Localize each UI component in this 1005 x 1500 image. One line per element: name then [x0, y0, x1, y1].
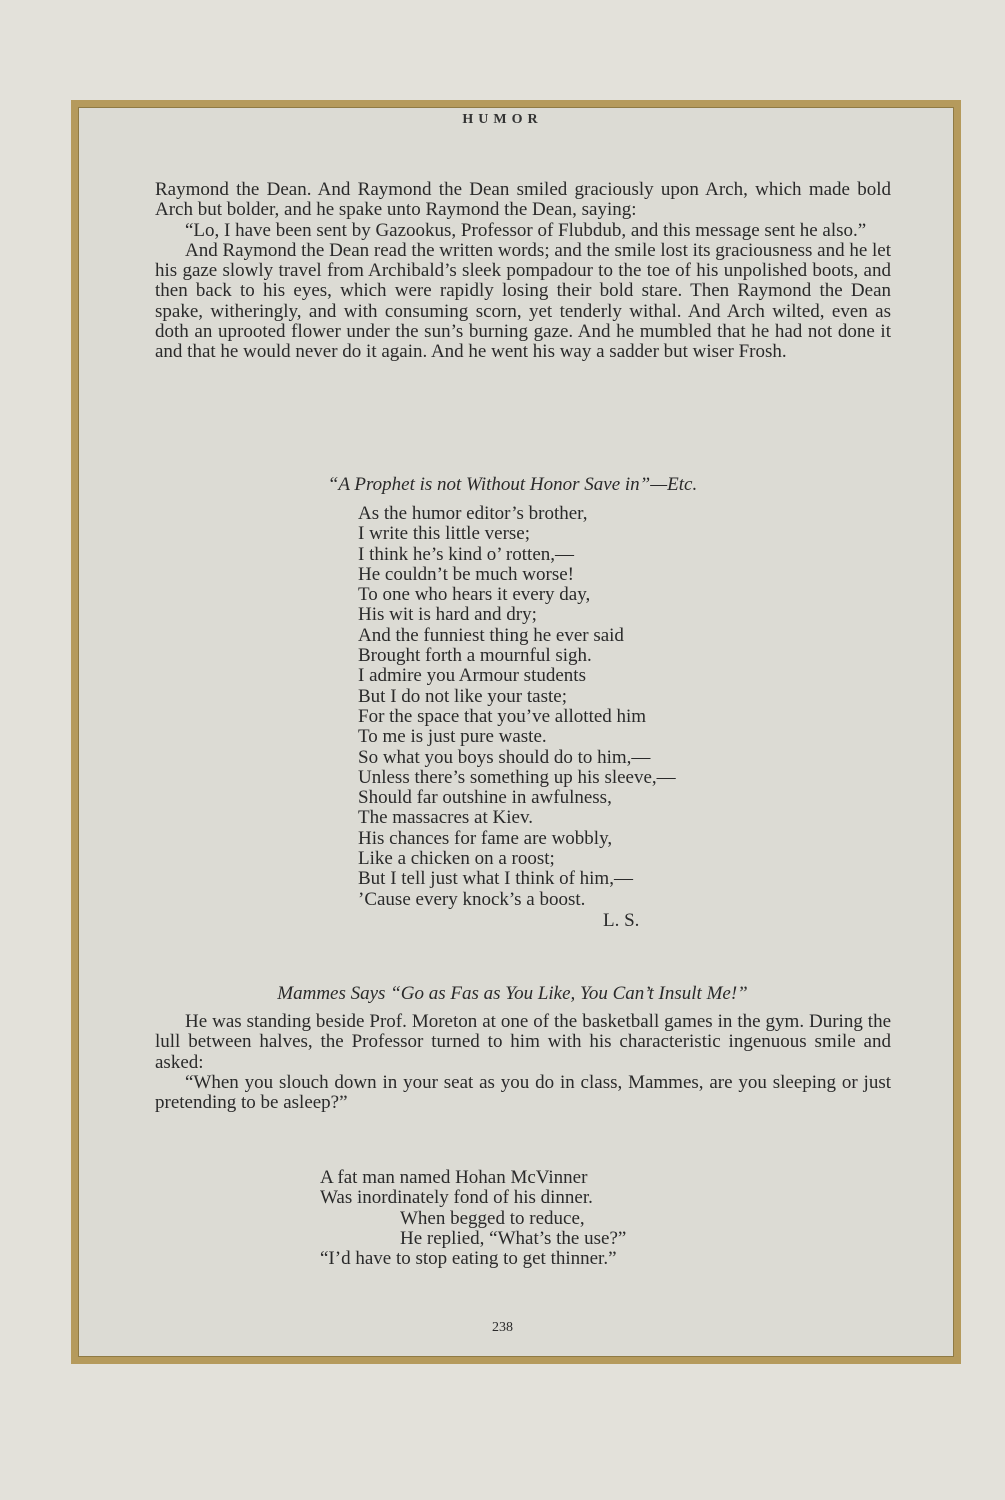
poem-line: ’Cause every knock’s a boost. — [358, 888, 586, 910]
poem-line: His wit is hard and dry; — [358, 604, 537, 626]
limerick-line: “I’d have to stop eating to get thinner.” — [320, 1248, 617, 1270]
poem-title: “A Prophet is not Without Honor Save in”—Etc. — [327, 474, 698, 495]
poem-line: Like a chicken on a roost; — [358, 848, 555, 870]
page-number: 238 — [492, 1320, 513, 1335]
poem-line: So what you boys should do to him,— — [358, 746, 651, 768]
poem-line: His chances for fame are wobbly, — [358, 827, 613, 849]
poem-line: But I tell just what I think of him,— — [358, 868, 633, 890]
poem-line: To one who hears it every day, — [358, 584, 591, 606]
poem-line: To me is just pure waste. — [358, 726, 547, 748]
poem-line: I admire you Armour students — [358, 665, 586, 687]
limerick-line: He replied, “What’s the use?” — [400, 1227, 627, 1249]
page-header: HUMOR — [462, 112, 543, 127]
limerick-line: A fat man named Hohan McVinner — [320, 1167, 588, 1188]
poem-line: And the funniest thing he ever said — [358, 624, 624, 646]
poem-signature: L. S. — [603, 910, 640, 931]
mammes-title: Mammes Says “Go as Fas as You Like, You Can’t Insult Me!” — [277, 983, 748, 1004]
story-paragraph: Raymond the Dean. And Raymond the Dean smiled graciously upon Arch, which made bold Arch but bolder, and he spake unto Raymond the Dean, saying: — [155, 179, 891, 221]
story-ending — [155, 180, 891, 363]
limerick-line: When begged to reduce, — [400, 1207, 585, 1229]
poem-line: Unless there’s something up his sleeve,— — [358, 766, 676, 788]
story-paragraph: And Raymond the Dean read the written words; and the smile lost its graciousness and he let his gaze slowly travel from Archibald’s sleek pompadour to the toe of his unpolished boots, and then back to his eyes, which were rapidly losing their bold stare. Then Raymond the Dean spake, witheringly, and with consuming scorn, yet tenderly withal. And Arch wilted, even as doth an uprooted flower under the sun’s burning gaze. And he mumbled that he had not done it and that he would never do it again. And he went his way a sadder but wiser Frosh. — [155, 239, 892, 363]
mammes-story — [155, 1012, 891, 1113]
poem-line: For the space that you’ve allotted him — [358, 705, 647, 727]
limerick-line: Was inordinately fond of his dinner. — [320, 1187, 593, 1209]
poem-line: But I do not like your taste; — [358, 685, 567, 707]
story-paragraph: “Lo, I have been sent by Gazookus, Professor of Flubdub, and this message sent he also.” — [185, 219, 867, 241]
poem-line: The massacres at Kiev. — [358, 807, 533, 829]
poem-line: I think he’s kind o’ rotten,— — [358, 543, 575, 565]
poem-line: Brought forth a mournful sigh. — [358, 645, 592, 667]
poem-line: He couldn’t be much worse! — [358, 563, 574, 585]
mammes-paragraph: He was standing beside Prof. Moreton at one of the basketball games in the gym. During the lull between halves, the Professor turned to him with his characteristic ingenuous smile and asked: — [155, 1011, 891, 1073]
mammes-paragraph: “When you slouch down in your seat as you do in class, Mammes, are you sleeping or just pretending to be asleep?” — [155, 1071, 891, 1114]
poem-line: Should far outshine in awfulness, — [358, 787, 612, 809]
poem-body — [358, 504, 676, 910]
poem-line: As the humor editor’s brother, — [358, 503, 588, 524]
limerick — [320, 1168, 626, 1269]
poem-line: I write this little verse; — [358, 523, 531, 545]
